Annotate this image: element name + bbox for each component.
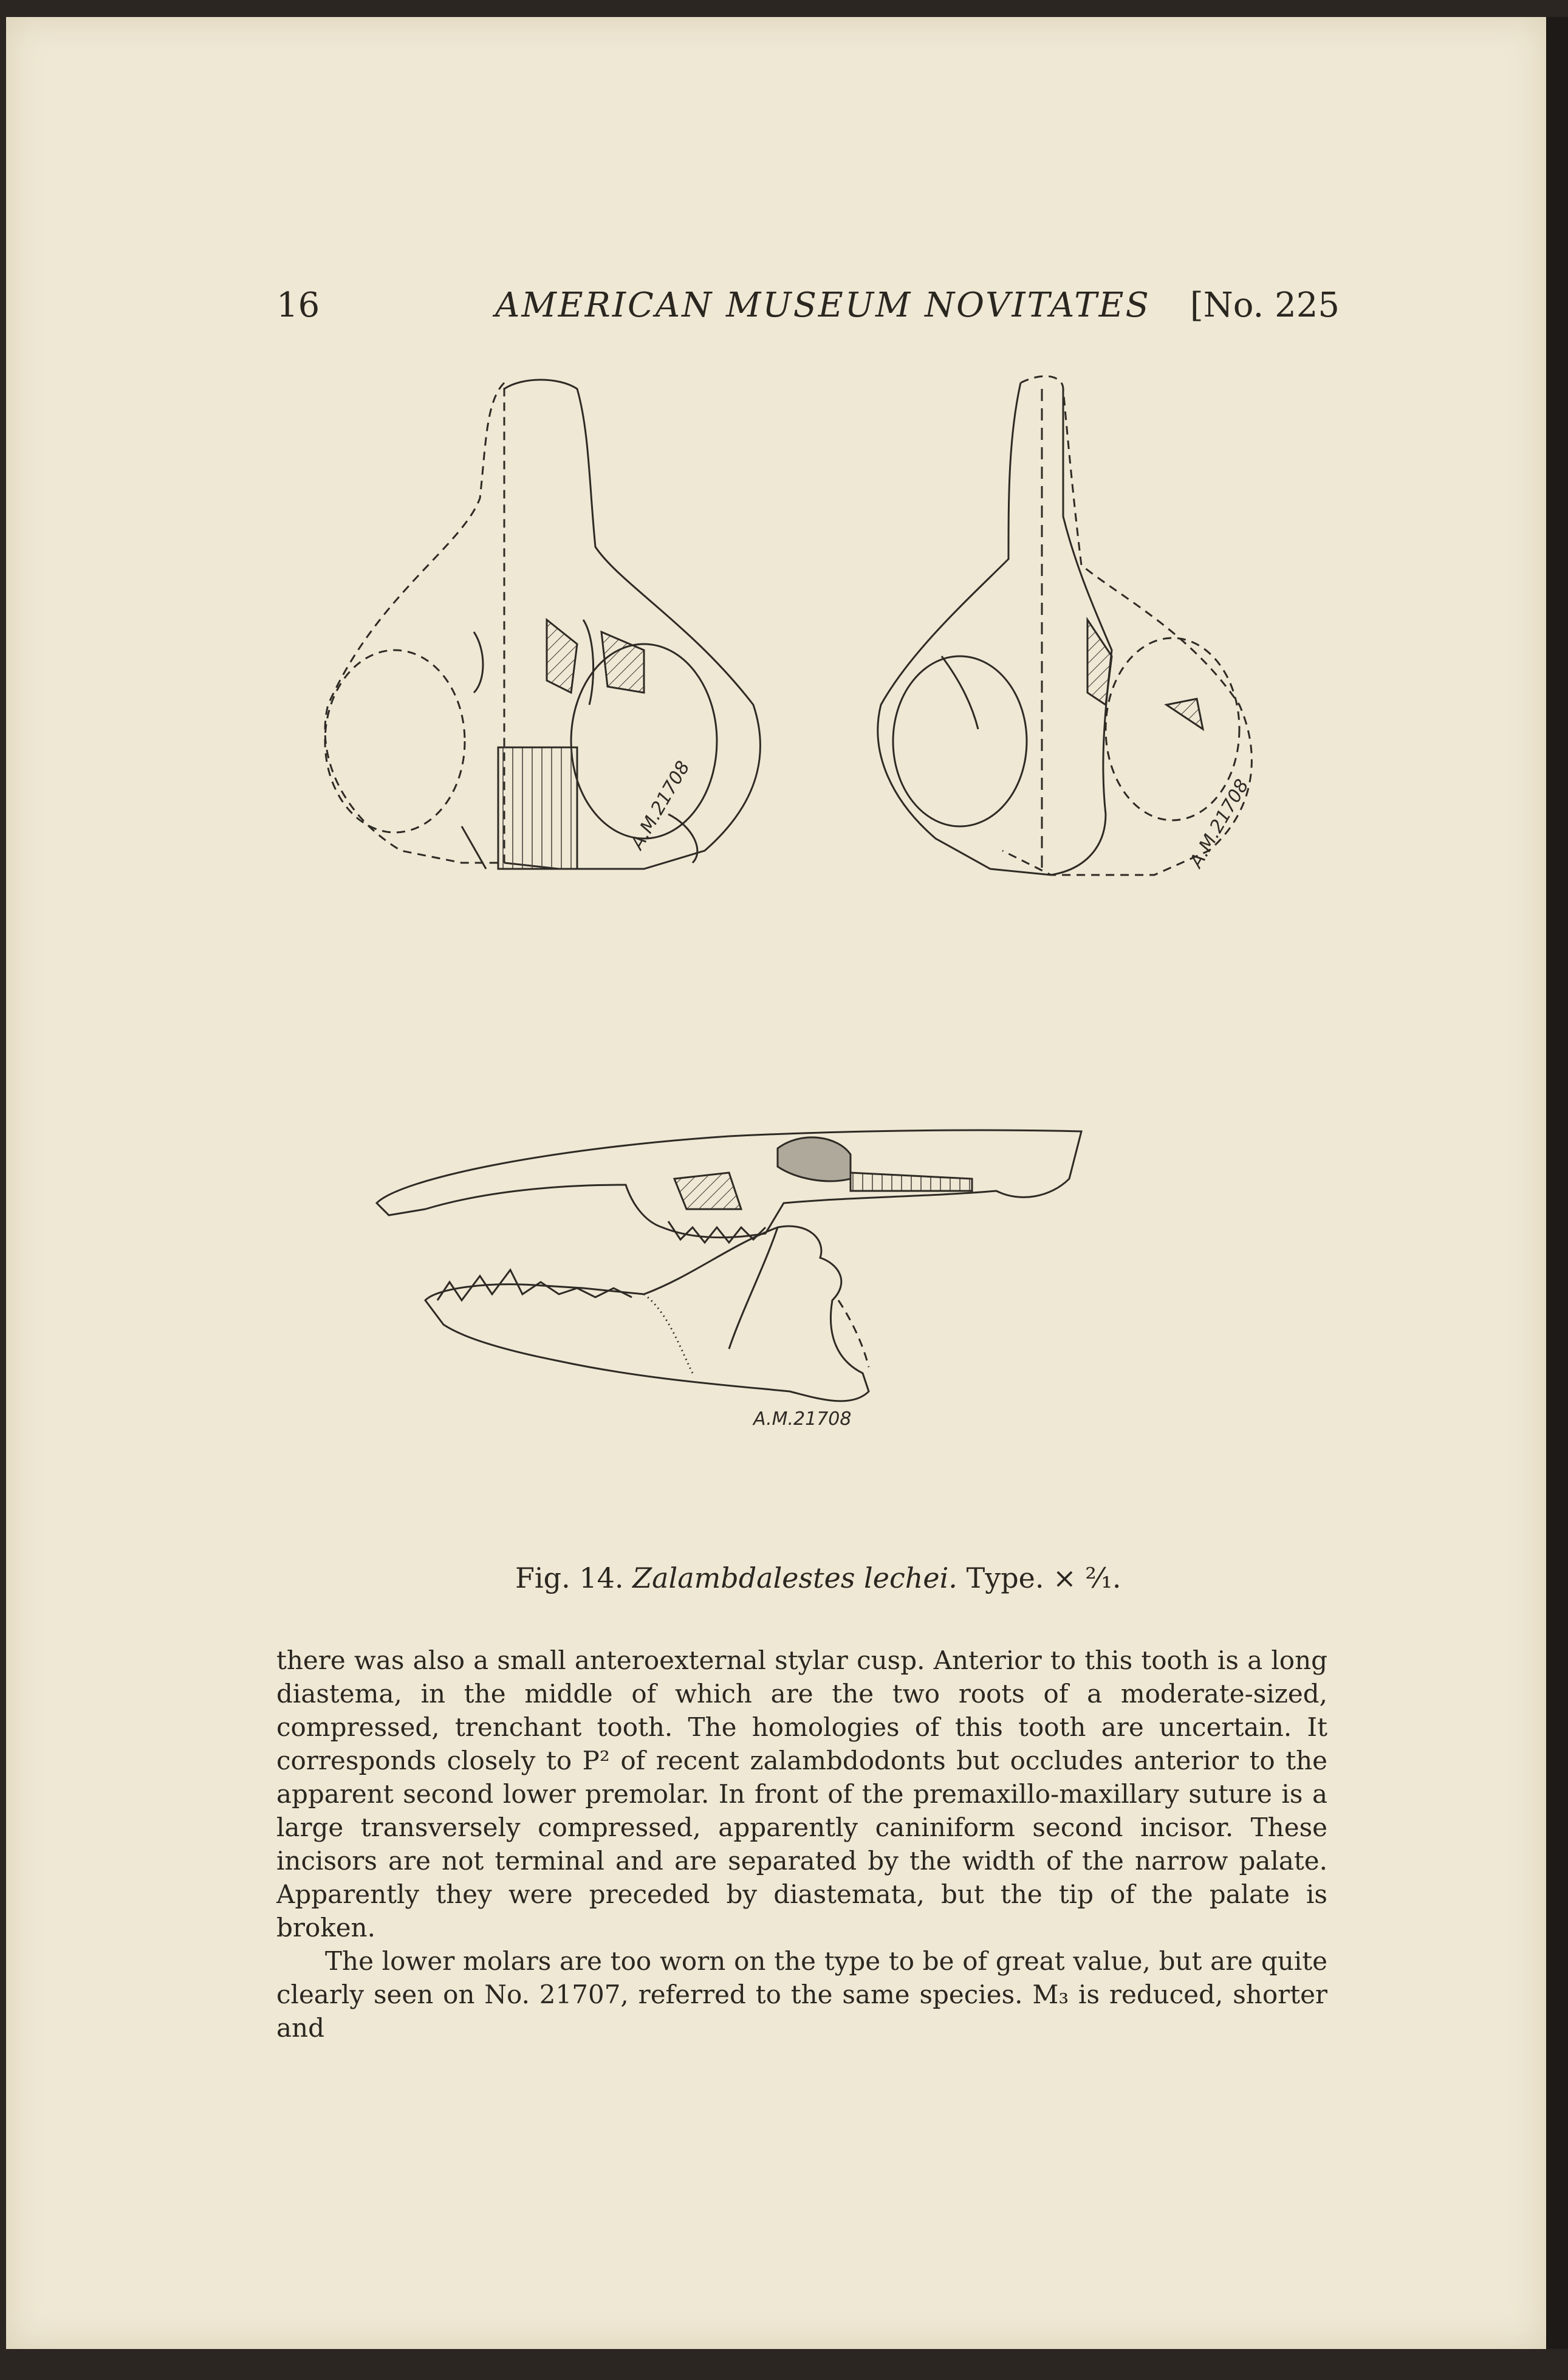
paragraph-1: there was also a small anteroexternal stylar cusp. Anterior to this tooth is a long diastema, in the middle of which are the two roots of a moderate-sized, compressed, trenchant tooth. The homologies of this tooth are uncertain. It corresponds closely to P² of recent zalambdodonts but occludes anterior to the apparent second lower premolar. In front of the premaxillo-maxillary suture is a large transversely compressed, apparently caniniform second incisor. These incisors are not terminal and are separated by the width of the narrow palate. Apparently they were preceded by diastemata, but the tip of the palate is broken. <box>276 1645 1327 1943</box>
caption-suffix: Type. <box>966 1562 1044 1594</box>
running-header <box>276 286 1340 334</box>
issue-number: [No. 225 <box>1190 286 1340 325</box>
dorsal-skull-view <box>878 376 1252 875</box>
specimen-label-dorsal: A.M.21708 <box>1185 775 1253 871</box>
ventral-skull-view <box>325 380 760 869</box>
book-edge-shadow <box>1546 17 1568 2349</box>
article-body <box>276 1644 1327 2045</box>
specimen-label-jaw: A.M.21708 <box>753 1408 852 1430</box>
specimen-label-ventral: A.M.21708 <box>626 757 694 853</box>
caption-prefix: Fig. 14. <box>515 1562 624 1594</box>
figure-caption <box>515 1562 1121 1594</box>
lateral-skull-view <box>377 1130 1081 1243</box>
lower-jaw-view <box>425 1226 869 1401</box>
caption-species: Zalambdalestes lechei. <box>632 1562 957 1594</box>
fossil-skull-illustration <box>304 365 1337 1580</box>
caption-scale: × ²⁄₁. <box>1053 1562 1121 1594</box>
journal-title: AMERICAN MUSEUM NOVITATES <box>495 286 1151 325</box>
page-number: 16 <box>276 286 320 325</box>
paragraph-2: The lower molars are too worn on the type to be of great value, but are quite clearly seen on No. 21707, referred to the same species. M₃ is reduced, shorter and <box>276 1946 1327 2043</box>
